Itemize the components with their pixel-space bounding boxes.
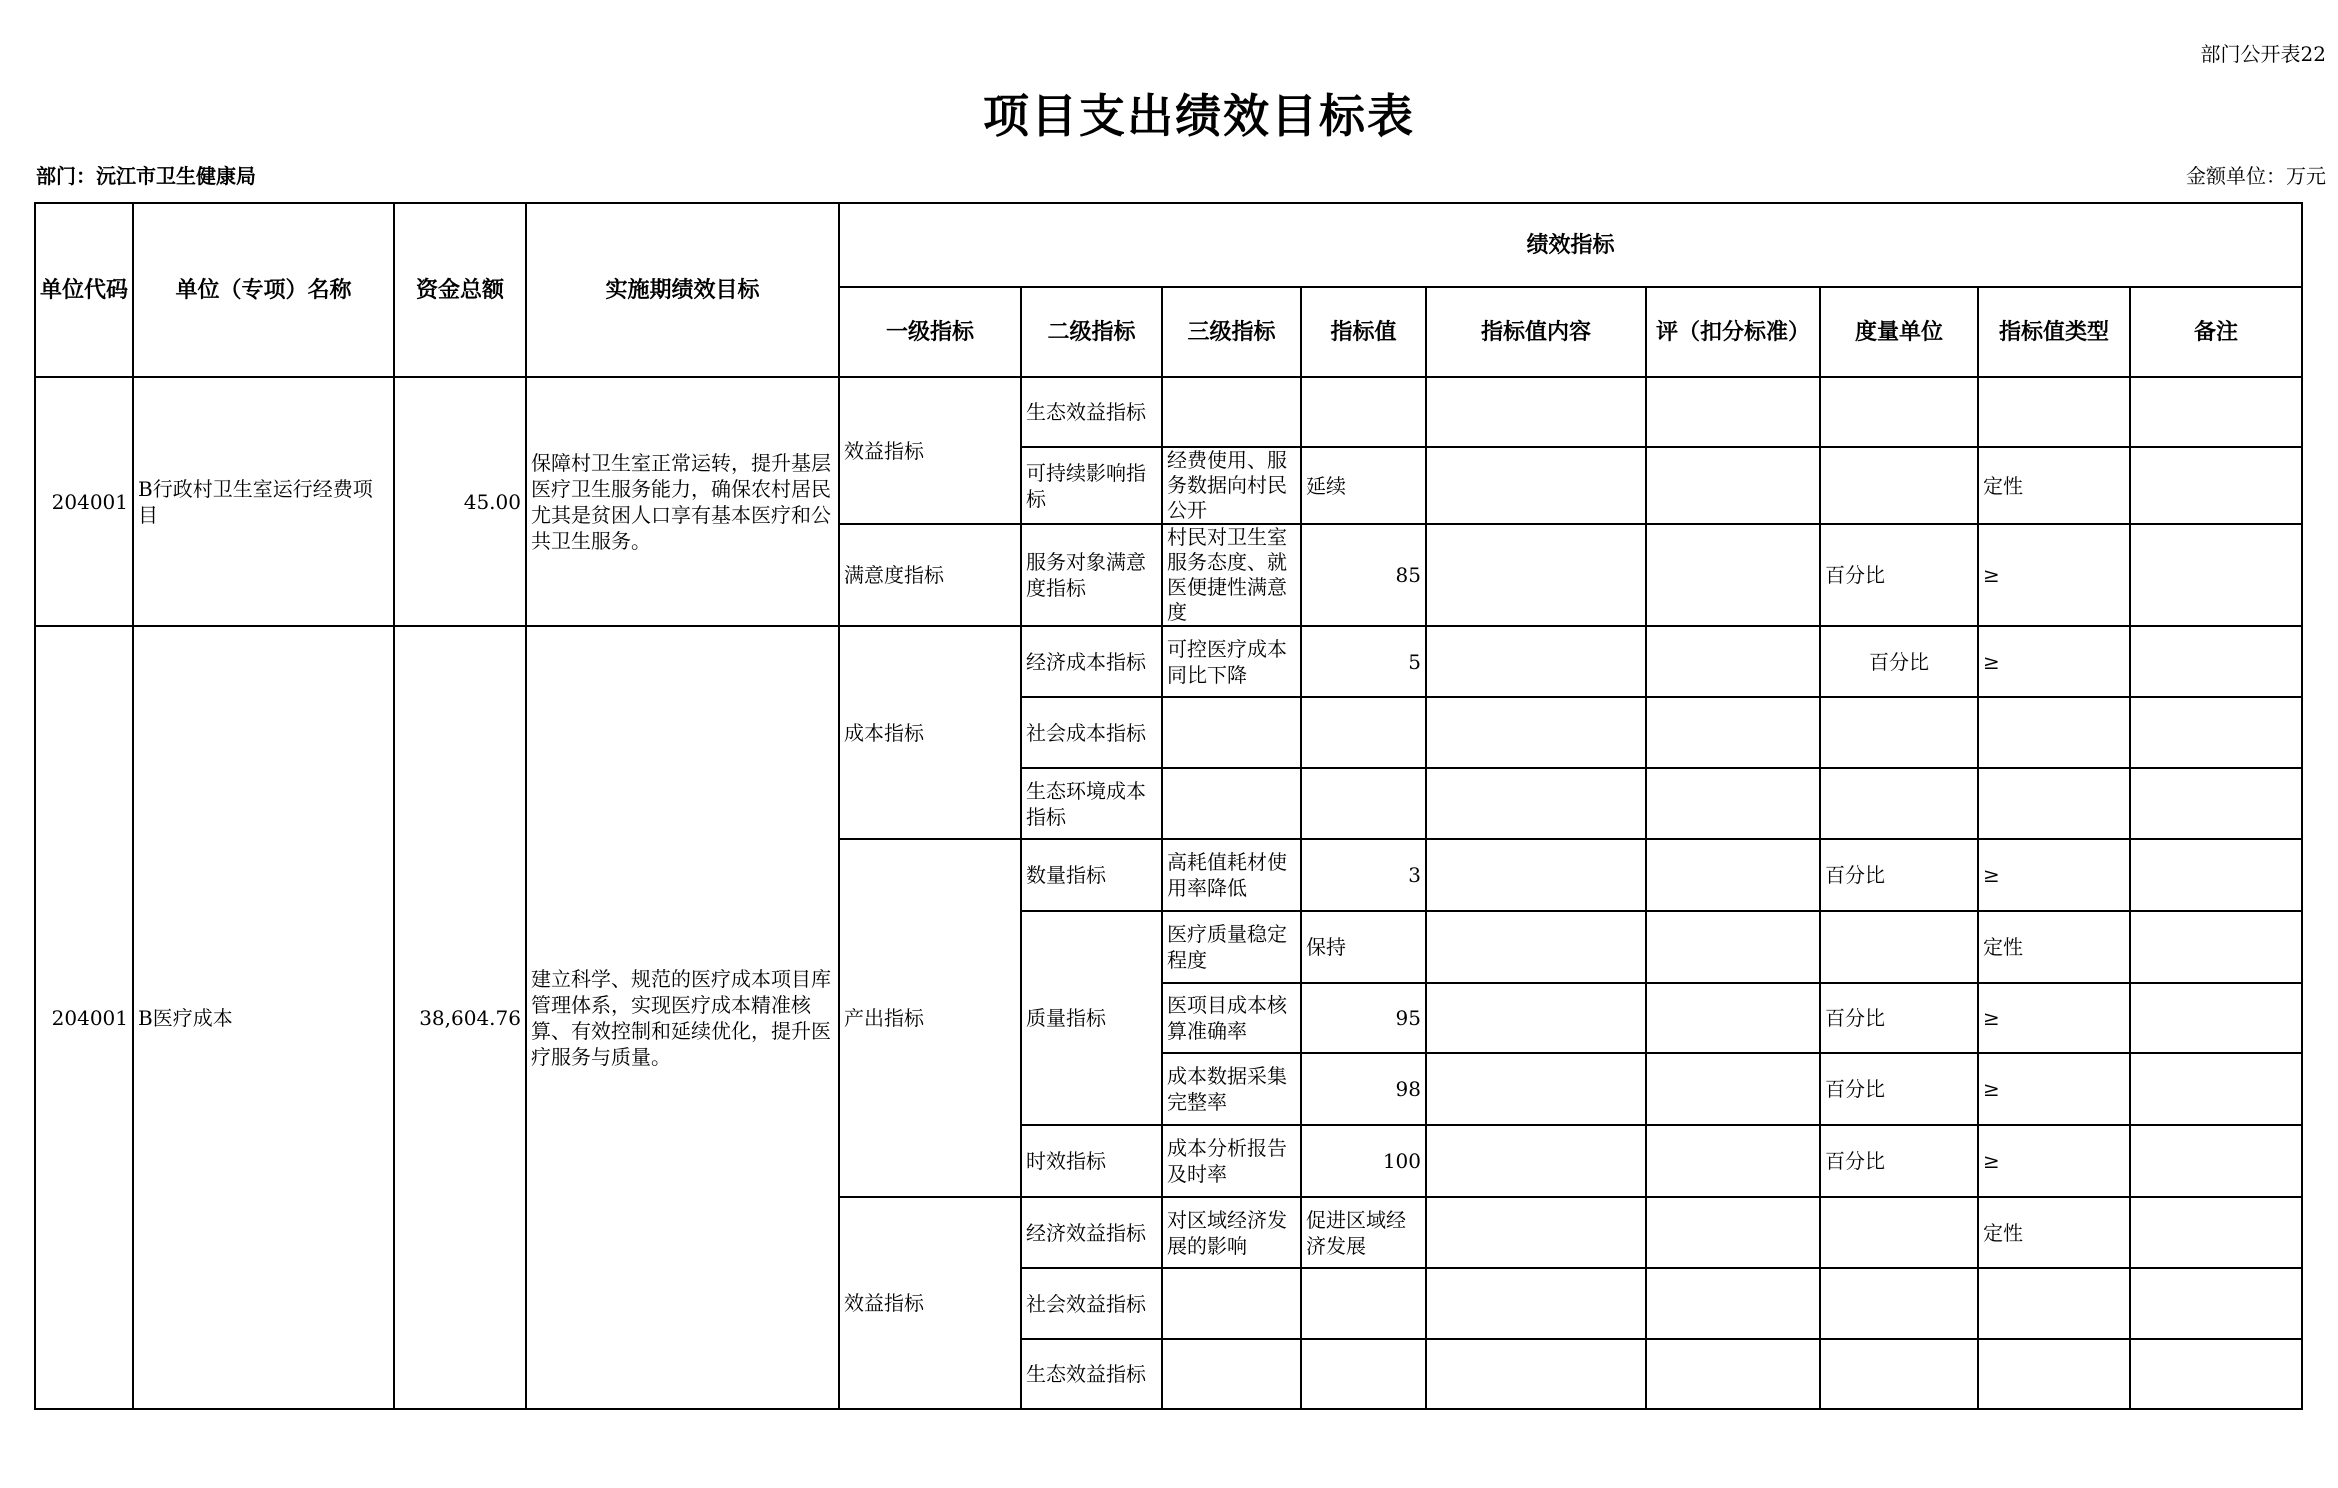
header-goal: 实施期绩效目标 xyxy=(526,203,839,377)
scoring xyxy=(1646,377,1820,447)
value-content xyxy=(1426,626,1646,697)
value-type: ≥ xyxy=(1978,524,2130,626)
scoring xyxy=(1646,1125,1820,1197)
amount-unit-label: 金额单位：万元 xyxy=(2186,164,2326,188)
project-name: B行政村卫生室运行经费项目 xyxy=(133,377,394,626)
level1-indicator: 产出指标 xyxy=(839,839,1021,1197)
value-content xyxy=(1426,1053,1646,1125)
level2-indicator: 服务对象满意度指标 xyxy=(1021,524,1162,626)
department-label: 部门：沅江市卫生健康局 xyxy=(36,164,256,188)
level2-indicator: 社会成本指标 xyxy=(1021,697,1162,768)
scoring xyxy=(1646,839,1820,911)
measure-unit xyxy=(1820,447,1978,524)
level3-indicator: 成本数据采集完整率 xyxy=(1162,1053,1301,1125)
level3-indicator: 成本分析报告及时率 xyxy=(1162,1125,1301,1197)
level3-indicator: 可控医疗成本同比下降 xyxy=(1162,626,1301,697)
level3-indicator: 村民对卫生室服务态度、就医便捷性满意度 xyxy=(1162,524,1301,626)
indicator-value: 促进区域经济发展 xyxy=(1301,1197,1426,1268)
project-name: B医疗成本 xyxy=(133,626,394,1409)
header-value-content: 指标值内容 xyxy=(1426,287,1646,377)
remark xyxy=(2130,1339,2302,1409)
header-measure-unit: 度量单位 xyxy=(1820,287,1978,377)
value-type: 定性 xyxy=(1978,1197,2130,1268)
level3-indicator: 经费使用、服务数据向村民公开 xyxy=(1162,447,1301,524)
remark xyxy=(2130,983,2302,1053)
scoring xyxy=(1646,983,1820,1053)
header-unit-code: 单位代码 xyxy=(35,203,133,377)
performance-target-table xyxy=(34,202,2303,1410)
value-content xyxy=(1426,447,1646,524)
value-type xyxy=(1978,697,2130,768)
level3-indicator xyxy=(1162,697,1301,768)
scoring xyxy=(1646,911,1820,983)
value-content xyxy=(1426,377,1646,447)
measure-unit xyxy=(1820,697,1978,768)
level2-indicator: 生态效益指标 xyxy=(1021,1339,1162,1409)
scoring xyxy=(1646,524,1820,626)
remark xyxy=(2130,447,2302,524)
header-remark: 备注 xyxy=(2130,287,2302,377)
measure-unit: 百分比 xyxy=(1820,983,1978,1053)
level2-indicator: 时效指标 xyxy=(1021,1125,1162,1197)
header-level3: 三级指标 xyxy=(1162,287,1301,377)
scoring xyxy=(1646,1053,1820,1125)
level3-indicator: 高耗值耗材使用率降低 xyxy=(1162,839,1301,911)
level1-indicator: 满意度指标 xyxy=(839,524,1021,626)
level2-indicator: 社会效益指标 xyxy=(1021,1268,1162,1339)
value-type: 定性 xyxy=(1978,911,2130,983)
measure-unit xyxy=(1820,377,1978,447)
measure-unit xyxy=(1820,1339,1978,1409)
header-value-type: 指标值类型 xyxy=(1978,287,2130,377)
header-level1: 一级指标 xyxy=(839,287,1021,377)
level3-indicator xyxy=(1162,768,1301,839)
indicator-value: 3 xyxy=(1301,839,1426,911)
level2-indicator: 生态效益指标 xyxy=(1021,377,1162,447)
project-code: 204001 xyxy=(35,377,133,626)
header-value: 指标值 xyxy=(1301,287,1426,377)
remark xyxy=(2130,1197,2302,1268)
project-total: 45.00 xyxy=(394,377,526,626)
remark xyxy=(2130,524,2302,626)
header-level2: 二级指标 xyxy=(1021,287,1162,377)
value-type: ≥ xyxy=(1978,1053,2130,1125)
remark xyxy=(2130,1125,2302,1197)
value-type xyxy=(1978,377,2130,447)
value-type xyxy=(1978,1339,2130,1409)
measure-unit xyxy=(1820,1197,1978,1268)
value-type: ≥ xyxy=(1978,1125,2130,1197)
value-content xyxy=(1426,524,1646,626)
indicator-value: 100 xyxy=(1301,1125,1426,1197)
level3-indicator xyxy=(1162,1268,1301,1339)
value-type xyxy=(1978,1268,2130,1339)
level1-indicator: 效益指标 xyxy=(839,1197,1021,1409)
scoring xyxy=(1646,1268,1820,1339)
level3-indicator: 对区域经济发展的影响 xyxy=(1162,1197,1301,1268)
table-number-label: 部门公开表22 xyxy=(2200,42,2326,66)
scoring xyxy=(1646,768,1820,839)
value-type: 定性 xyxy=(1978,447,2130,524)
level2-indicator: 数量指标 xyxy=(1021,839,1162,911)
value-type: ≥ xyxy=(1978,626,2130,697)
level3-indicator xyxy=(1162,377,1301,447)
scoring xyxy=(1646,626,1820,697)
header-total-funds: 资金总额 xyxy=(394,203,526,377)
indicator-value: 98 xyxy=(1301,1053,1426,1125)
indicator-value xyxy=(1301,1339,1426,1409)
value-content xyxy=(1426,983,1646,1053)
level2-indicator: 可持续影响指标 xyxy=(1021,447,1162,524)
scoring xyxy=(1646,447,1820,524)
value-type: ≥ xyxy=(1978,839,2130,911)
header-indicators: 绩效指标 xyxy=(839,203,2302,287)
table-row xyxy=(35,626,2302,697)
value-content xyxy=(1426,1197,1646,1268)
indicator-value xyxy=(1301,377,1426,447)
level2-indicator: 经济效益指标 xyxy=(1021,1197,1162,1268)
project-code: 204001 xyxy=(35,626,133,1409)
remark xyxy=(2130,1268,2302,1339)
measure-unit: 百分比 xyxy=(1820,524,1978,626)
table-row xyxy=(35,377,2302,447)
remark xyxy=(2130,839,2302,911)
value-content xyxy=(1426,911,1646,983)
scoring xyxy=(1646,1197,1820,1268)
measure-unit: 百分比 xyxy=(1820,839,1978,911)
remark xyxy=(2130,768,2302,839)
remark xyxy=(2130,1053,2302,1125)
header-scoring: 评（扣分标准） xyxy=(1646,287,1820,377)
indicator-value xyxy=(1301,697,1426,768)
header-row-1 xyxy=(35,203,2302,287)
remark xyxy=(2130,911,2302,983)
level1-indicator: 成本指标 xyxy=(839,626,1021,839)
level3-indicator xyxy=(1162,1339,1301,1409)
level3-indicator: 医疗质量稳定程度 xyxy=(1162,911,1301,983)
measure-unit xyxy=(1820,768,1978,839)
measure-unit xyxy=(1820,1268,1978,1339)
level3-indicator: 医项目成本核算准确率 xyxy=(1162,983,1301,1053)
indicator-value: 85 xyxy=(1301,524,1426,626)
project-goal: 保障村卫生室正常运转，提升基层医疗卫生服务能力，确保农村居民尤其是贫困人口享有基本医疗和公共卫生服务。 xyxy=(526,377,839,626)
scoring xyxy=(1646,1339,1820,1409)
indicator-value: 95 xyxy=(1301,983,1426,1053)
level2-indicator: 经济成本指标 xyxy=(1021,626,1162,697)
indicator-value xyxy=(1301,1268,1426,1339)
level2-indicator: 生态环境成本指标 xyxy=(1021,768,1162,839)
level1-indicator: 效益指标 xyxy=(839,377,1021,524)
header-unit-name: 单位（专项）名称 xyxy=(133,203,394,377)
value-content xyxy=(1426,697,1646,768)
value-content xyxy=(1426,768,1646,839)
page-title: 项目支出绩效目标表 xyxy=(983,89,1415,143)
value-type xyxy=(1978,768,2130,839)
indicator-value: 延续 xyxy=(1301,447,1426,524)
level2-indicator: 质量指标 xyxy=(1021,911,1162,1125)
value-type: ≥ xyxy=(1978,983,2130,1053)
measure-unit: 百分比 xyxy=(1820,1125,1978,1197)
value-content xyxy=(1426,1339,1646,1409)
remark xyxy=(2130,626,2302,697)
project-total: 38,604.76 xyxy=(394,626,526,1409)
value-content xyxy=(1426,839,1646,911)
project-goal: 建立科学、规范的医疗成本项目库管理体系，实现医疗成本精准核算、有效控制和延续优化，提升医疗服务与质量。 xyxy=(526,626,839,1409)
remark xyxy=(2130,697,2302,768)
value-content xyxy=(1426,1125,1646,1197)
indicator-value: 5 xyxy=(1301,626,1426,697)
scoring xyxy=(1646,697,1820,768)
indicator-value: 保持 xyxy=(1301,911,1426,983)
measure-unit: 百分比 xyxy=(1820,626,1978,697)
remark xyxy=(2130,377,2302,447)
value-content xyxy=(1426,1268,1646,1339)
indicator-value xyxy=(1301,768,1426,839)
measure-unit xyxy=(1820,911,1978,983)
measure-unit: 百分比 xyxy=(1820,1053,1978,1125)
